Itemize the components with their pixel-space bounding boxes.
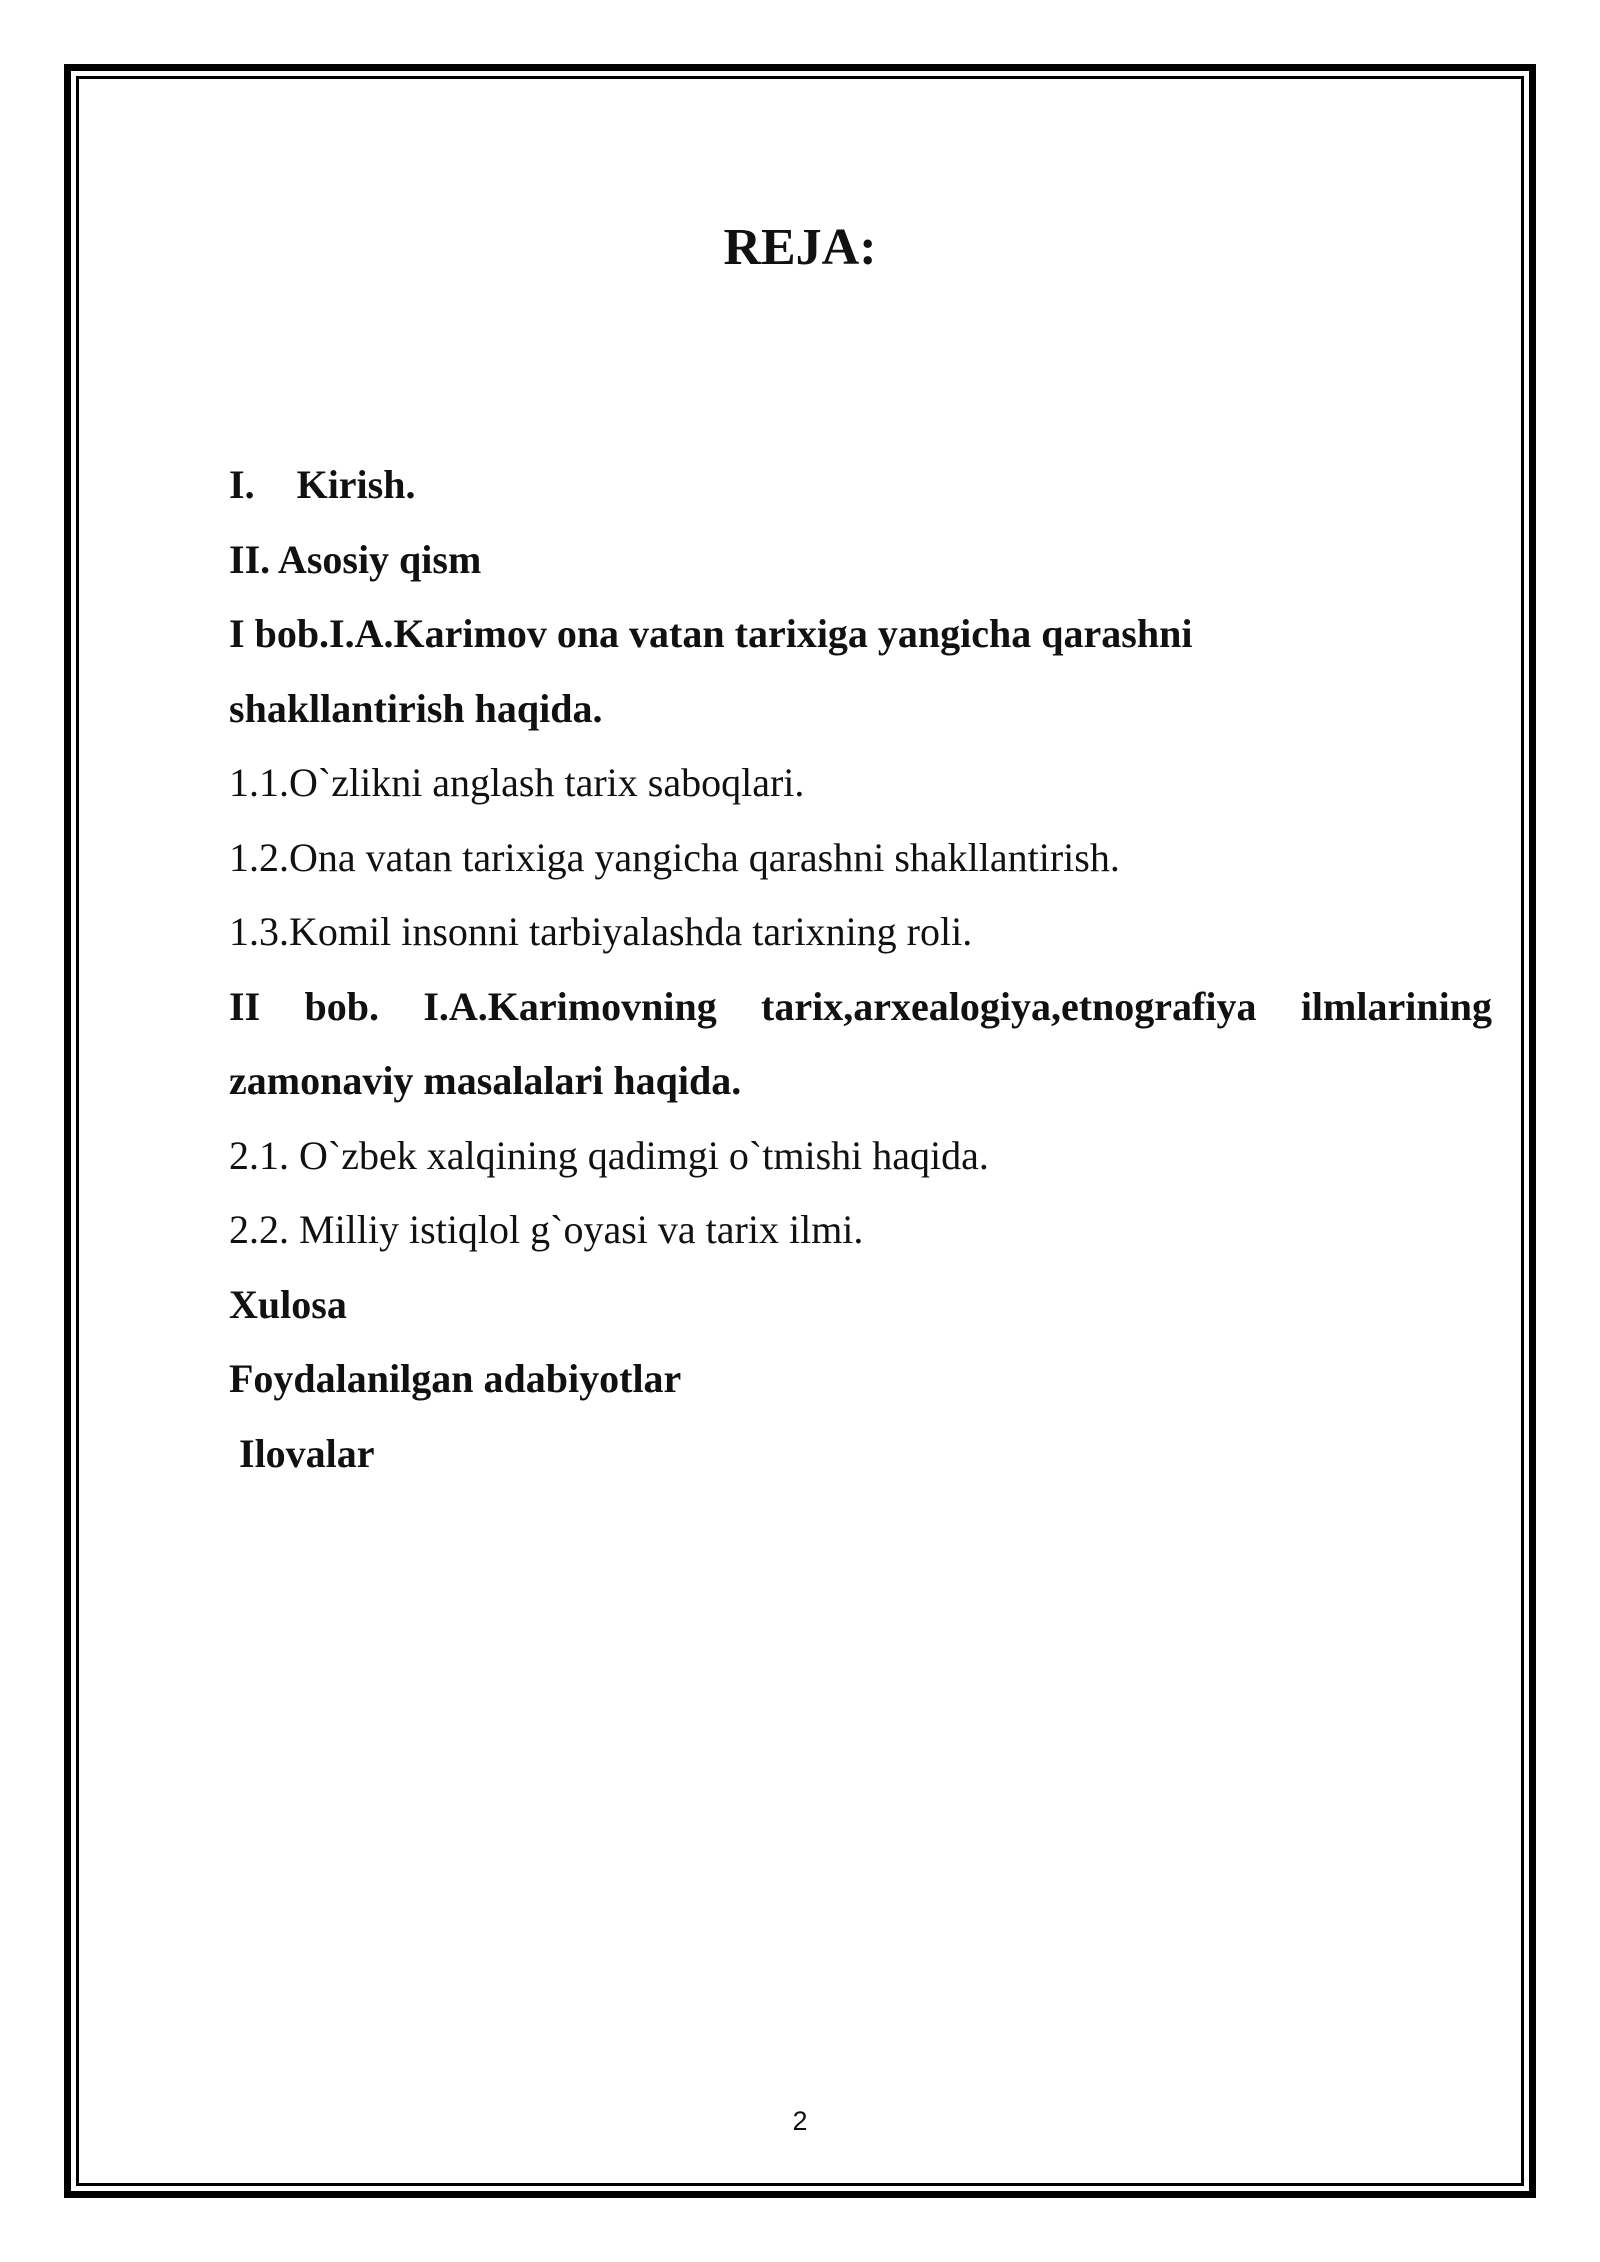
table-of-contents xyxy=(229,448,1492,1491)
toc-entry-ilovalar: Ilovalar xyxy=(239,1430,375,1476)
toc-entry-adabiyotlar: Foydalanilgan adabiyotlar xyxy=(229,1356,682,1401)
toc-entry-number: I. xyxy=(229,462,255,507)
toc-item-2-1: 2.1. O`zbek xalqining qadimgi o`tmishi haqida. xyxy=(229,1132,989,1178)
toc-word: tarix,arxealogiya,etnografiya xyxy=(761,983,1257,1029)
page-title: REJA: xyxy=(723,219,877,276)
toc-item-1-3: 1.3.Komil insonni tarbiyalashda tarixning roli. xyxy=(229,909,973,954)
toc-entry-kirish xyxy=(229,448,1492,523)
toc-item-1-2: 1.2.Ona vatan tarixiga yangicha qarashni shakllantirish. xyxy=(229,834,1120,880)
toc-entry-text: Kirish. xyxy=(296,462,416,507)
toc-chapter-2-line-1 xyxy=(229,970,1492,1045)
toc-word: I.A.Karimovning xyxy=(423,983,717,1029)
toc-word: ilmlarining xyxy=(1300,983,1492,1029)
toc-item-2-2: 2.2. Milliy istiqlol g`oyasi va tarix ilmi. xyxy=(229,1207,864,1252)
toc-word: bob. xyxy=(304,983,379,1029)
toc-chapter-2-line-2: zamonaviy masalalari haqida. xyxy=(229,1058,742,1103)
page-number: 2 xyxy=(792,2106,808,2136)
toc-word: II xyxy=(229,983,261,1029)
toc-entry-xulosa: Xulosa xyxy=(229,1281,347,1327)
toc-entry-asosiy-qism: II. Asosiy qism xyxy=(229,536,482,582)
toc-chapter-1-line-1: I bob.I.A.Karimov ona vatan tarixiga yangicha qarashni xyxy=(229,611,1193,656)
toc-chapter-1-line-2: shakllantirish haqida. xyxy=(229,685,603,731)
toc-item-1-1: 1.1.O`zlikni anglash tarix saboqlari. xyxy=(229,760,805,805)
